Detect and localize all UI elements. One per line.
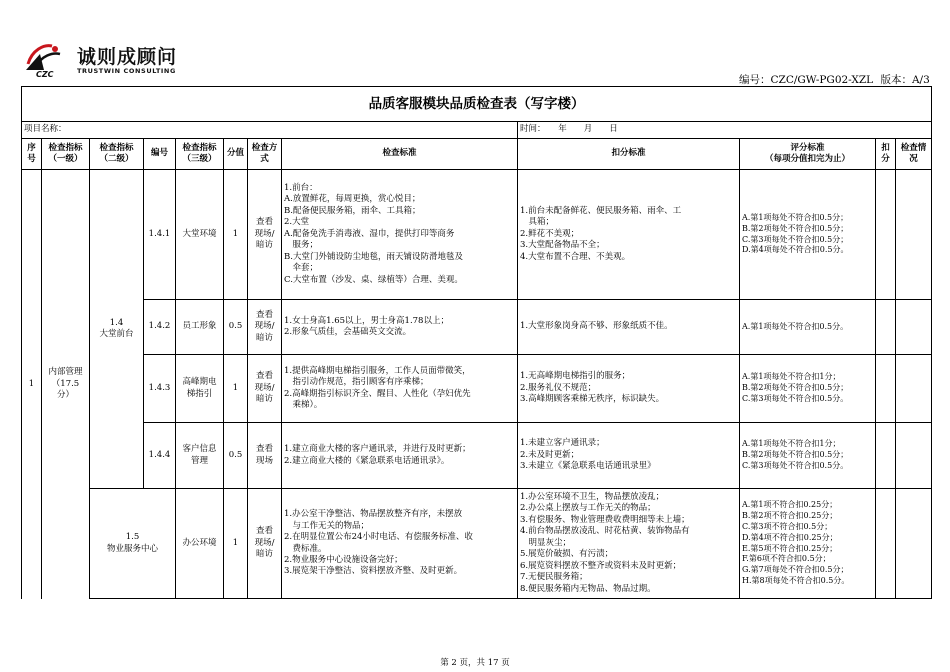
header-level3: 检查指标（三级） [176,139,224,170]
row-deduct: 1.前台未配备鲜花、便民服务箱、雨伞、工 具箱； 2.鲜花不美观； 3.大堂配备物品不全； 4.大堂布置不合理、不美观。 [518,170,740,300]
header-score: 分值 [224,139,248,170]
row-minus-cell[interactable] [876,170,896,300]
header-status: 检查情况 [896,139,932,170]
row-standard: 1.建立商业大楼的客户通讯录，并进行及时更新； 2.建立商业大楼的《紧急联系电话通讯录》。 [282,423,518,489]
row-level3: 员工形象 [176,300,224,355]
logo-english-name: TRUSTWIN CONSULTING [77,67,176,75]
subgroup-level2: 1.5 物业服务中心 [90,489,176,599]
row-status-cell[interactable] [896,355,932,423]
table-row [22,300,932,355]
row-score: 1 [224,489,248,599]
row-standard: 1.前台： A.放置鲜花，每周更换，赏心悦目； B.配备便民服务箱，雨伞、工具箱； 2.大堂 A.配备免洗手消毒液、湿巾，提供打印等商务 服务； B.大堂门外铺设防尘地毯，雨天铺设防滑地毯及 伞套； C.大堂布置（沙发、桌、绿植等）合理、美观。 [282,170,518,300]
header-level1: 检查指标（一级） [42,139,90,170]
row-method: 查看 现场/ 暗访 [248,489,282,599]
row-criteria: A.第1项每处不符合扣1分； B.第2项每处不符合扣0.5分； C.第3项每处不符合扣0.5分。 [740,423,876,489]
table-title: 品质客服模块品质检查表（写字楼） [22,87,932,122]
row-status-cell[interactable] [896,423,932,489]
row-method: 查看 现场/ 暗访 [248,300,282,355]
row-method: 查看 现场/ 暗访 [248,170,282,300]
row-criteria: A.第1项不符合扣0.25分； B.第2项不符合扣0.25分； C.第3项不符合扣0.5分； D.第4项不符合扣0.25分； E.第5项不符合扣0.25分； F.第6项不符合扣0.5分； G.第7项每处不符合扣0.5分； H.第8项每处不符合扣0.5分。 [740,489,876,599]
row-code: 1.4.3 [144,355,176,423]
group-level1: 内部管理 （17.5 分） [42,170,90,599]
row-criteria: A.第1项每处不符合扣1分； B.第2项每处不符合扣0.5分； C.第3项每处不符合扣0.5分。 [740,355,876,423]
row-deduct: 1.大堂形象岗身高不够、形象纸质不佳。 [518,300,740,355]
row-level3: 客户信息 管理 [176,423,224,489]
row-standard: 1.女士身高1.65以上，男士身高1.78以上； 2.形象气质佳，会基础英文交流。 [282,300,518,355]
header-level2: 检查指标（二级） [90,139,144,170]
row-level3: 办公环境 [176,489,224,599]
row-level3: 大堂环境 [176,170,224,300]
row-score: 1 [224,355,248,423]
row-method: 查看 现场 [248,423,282,489]
doc-code: 编号：CZC/GW-PG02-XZL [739,74,874,86]
project-name-label: 项目名称： [22,122,518,139]
header-method: 检查方式 [248,139,282,170]
row-level3: 高峰期电 梯指引 [176,355,224,423]
row-status-cell[interactable] [896,170,932,300]
row-score: 0.5 [224,300,248,355]
header-seq: 序号 [22,139,42,170]
row-criteria: A.第1项每处不符合扣0.5分。 [740,300,876,355]
company-logo [22,40,182,80]
row-minus-cell[interactable] [876,489,896,599]
logo-chinese-name: 诚则成顾问 [77,46,178,68]
row-deduct: 1.办公室环境不卫生，物品摆放凌乱； 2.办公桌上摆放与工作无关的物品； 3.有偿服务、物业管理费收费明细等未上墙； 4.前台物品摆放凌乱、时花枯黄、装饰物品有 明显灰尘； 5.展览价破损、有污渍； 6.展览资料摆放不整齐或资料未及时更新； 7.无便民服务箱； 8.便民服务箱内无物品、物品过期。 [518,489,740,599]
time-label: 时间： 年 月 日 [518,122,932,139]
header-minus: 扣分 [876,139,896,170]
subgroup-level2: 1.4 大堂前台 [90,170,144,489]
logo-abbr: CZC [36,70,54,79]
header-criteria: 评分标准 （每项分值扣完为止） [740,139,876,170]
header-standard: 检查标准 [282,139,518,170]
header-code: 编号 [144,139,176,170]
row-score: 1 [224,170,248,300]
row-deduct: 1.无高峰期电梯指引的服务； 2.服务礼仪不规范； 3.高峰期顾客乘梯无秩序，标识缺失。 [518,355,740,423]
table-row [22,355,932,423]
row-status-cell[interactable] [896,300,932,355]
table-header-row [22,139,932,170]
table-row [22,170,932,300]
doc-version: 版本：A/3 [880,74,930,86]
document-number [735,72,930,87]
row-score: 0.5 [224,423,248,489]
row-criteria: A.第1项每处不符合扣0.5分； B.第2项每处不符合扣0.5分； C.第3项每处不符合扣0.5分； D.第4项每处不符合扣0.5分。 [740,170,876,300]
row-code: 1.4.1 [144,170,176,300]
row-minus-cell[interactable] [876,355,896,423]
row-code: 1.4.2 [144,300,176,355]
row-minus-cell[interactable] [876,423,896,489]
table-row [22,489,932,599]
inspection-table [21,86,932,599]
row-status-cell[interactable] [896,489,932,599]
row-standard: 1.办公室干净整洁、物品摆放整齐有序，未摆放 与工作无关的物品； 2.在明显位置公布24小时电话、有偿服务标准、收 费标准。 2.物业服务中心设施设备完好； 3.展览架干净整洁、资料摆放齐整、及时更新。 [282,489,518,599]
row-deduct: 1.未建立客户通讯录； 2.未及时更新； 3.未建立《紧急联系电话通讯录里》 [518,423,740,489]
row-standard: 1.提供高峰期电梯指引服务，工作人员面带微笑， 指引动作规范，指引顾客有序乘梯； 2.高峰期指引标识齐全、醒目、人性化（孕妇优先 乘梯）。 [282,355,518,423]
row-method: 查看 现场/ 暗访 [248,355,282,423]
row-code: 1.4.4 [144,423,176,489]
group-seq: 1 [22,170,42,599]
table-row [22,423,932,489]
page-footer: 第 2 页，共 17 页 [440,658,510,668]
row-minus-cell[interactable] [876,300,896,355]
header-deduct: 扣分标准 [518,139,740,170]
